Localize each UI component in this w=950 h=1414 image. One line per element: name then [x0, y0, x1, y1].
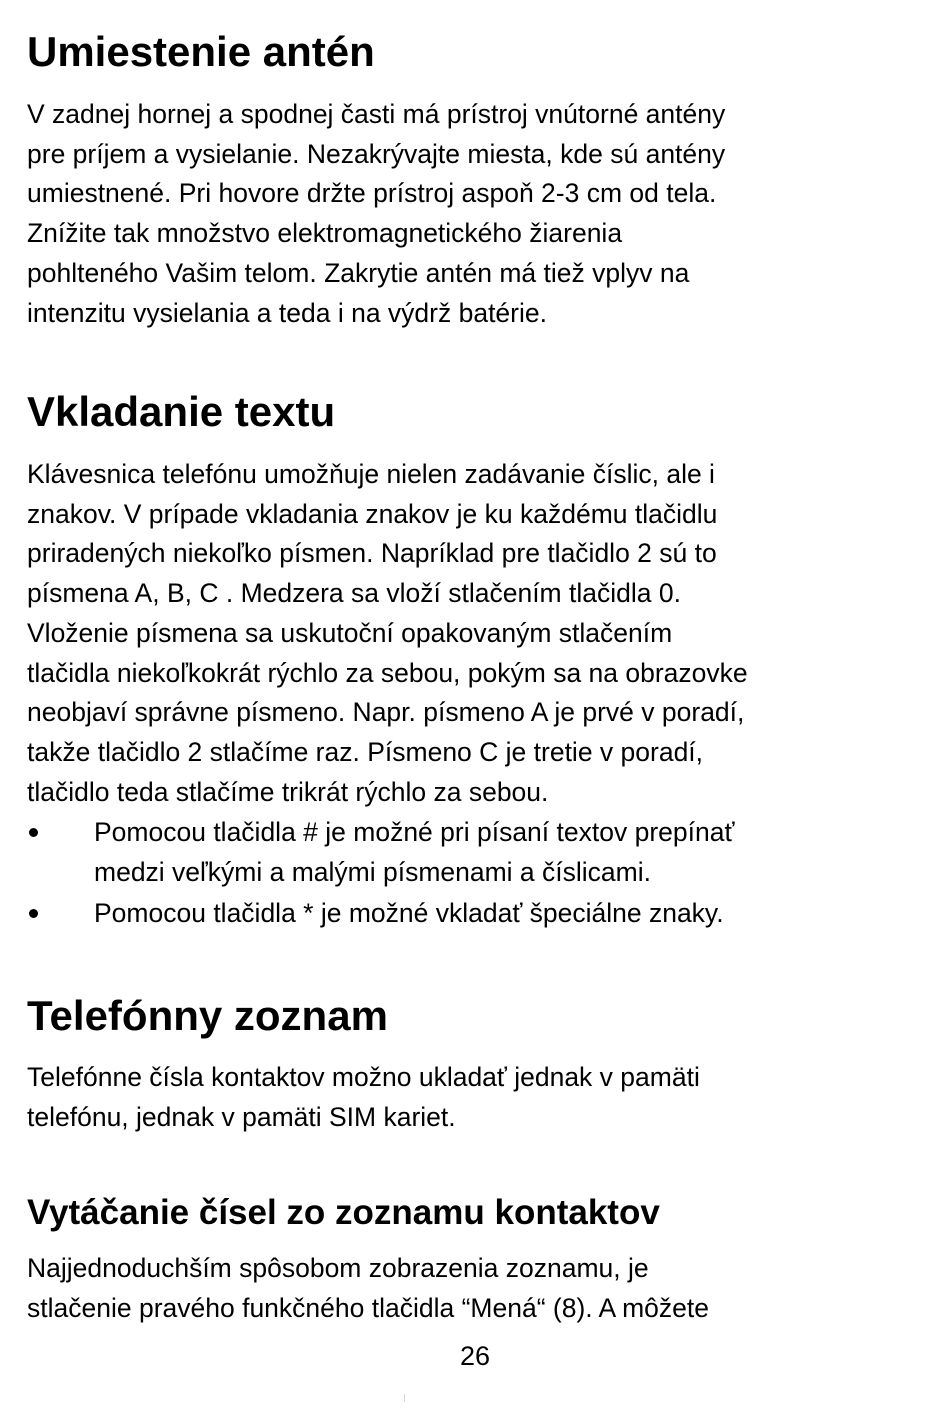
bullet-list [27, 813, 734, 936]
scan-mark [404, 1394, 405, 1402]
text-line: písmena A, B, C . Medzera sa vloží stlačením tlačidla 0. [27, 578, 681, 609]
paragraph-text-input [27, 455, 748, 812]
text-line: pohlteného Vašim telom. Zakrytie antén má tiež vplyv na [27, 257, 690, 288]
text-line: Znížite tak množstvo elektromagnetického žiarenia [27, 218, 623, 249]
bullet-icon [29, 909, 38, 918]
text-line: Pomocou tlačidla * je možné vkladať špeciálne znaky. [94, 898, 724, 929]
text-line: Telefónne čísla kontaktov možno ukladať jednak v pamäti [27, 1062, 700, 1092]
heading-text-input: Vkladanie textu [27, 388, 336, 435]
bullet-icon [29, 828, 38, 837]
heading-dialing-from-contacts: Vytáčanie čísel zo zoznamu kontaktov [27, 1193, 660, 1232]
list-item [27, 813, 734, 892]
list-item [27, 894, 734, 934]
text-line: Pomocou tlačidla # je možné pri písaní textov prepínať [94, 817, 735, 847]
text-line: Najjednoduchším spôsobom zobrazenia zoznamu, je [27, 1253, 649, 1283]
text-line: telefónu, jednak v pamäti SIM kariet. [27, 1101, 456, 1132]
text-line: pre príjem a vysielanie. Nezakrývajte miesta, kde sú antény [27, 138, 726, 169]
text-line: intenzitu vysielania a teda i na výdrž batérie. [27, 297, 547, 328]
text-line: Klávesnica telefónu umožňuje nielen zadávanie číslic, ale i [27, 459, 715, 489]
heading-phonebook: Telefónny zoznam [27, 992, 388, 1039]
heading-antenna-placement: Umiestenie antén [27, 28, 375, 75]
text-line: stlačenie pravého funkčného tlačidla “Mená“ (8). A môžete [27, 1292, 710, 1323]
paragraph-dialing-from-contacts [27, 1249, 709, 1328]
paragraph-antenna-placement [27, 95, 725, 333]
text-line: neobjaví správne písmeno. Napr. písmeno A je prvé v poradí, [27, 697, 745, 728]
text-line: tlačidlo teda stlačíme trikrát rýchlo za sebou. [27, 776, 549, 807]
paragraph-phonebook [27, 1058, 700, 1137]
page-number: 26 [459, 1341, 491, 1371]
text-line: tlačidla niekoľkokrát rýchlo za sebou, pokým sa na obrazovke [27, 657, 748, 688]
text-line: umiestnené. Pri hovore držte prístroj aspoň 2-3 cm od tela. [27, 178, 717, 209]
text-line: takže tlačidlo 2 stlačíme raz. Písmeno C je tretie v poradí, [27, 736, 704, 767]
text-line: priradených niekoľko písmen. Napríklad pre tlačidlo 2 sú to [27, 538, 717, 569]
text-line: znakov. V prípade vkladania znakov je ku každému tlačidlu [27, 498, 718, 529]
text-line: V zadnej hornej a spodnej časti má prístroj vnútorné antény [27, 99, 726, 129]
text-line: Vloženie písmena sa uskutoční opakovaným stlačením [27, 617, 673, 648]
text-line: medzi veľkými a malými písmenami a číslicami. [94, 856, 651, 887]
